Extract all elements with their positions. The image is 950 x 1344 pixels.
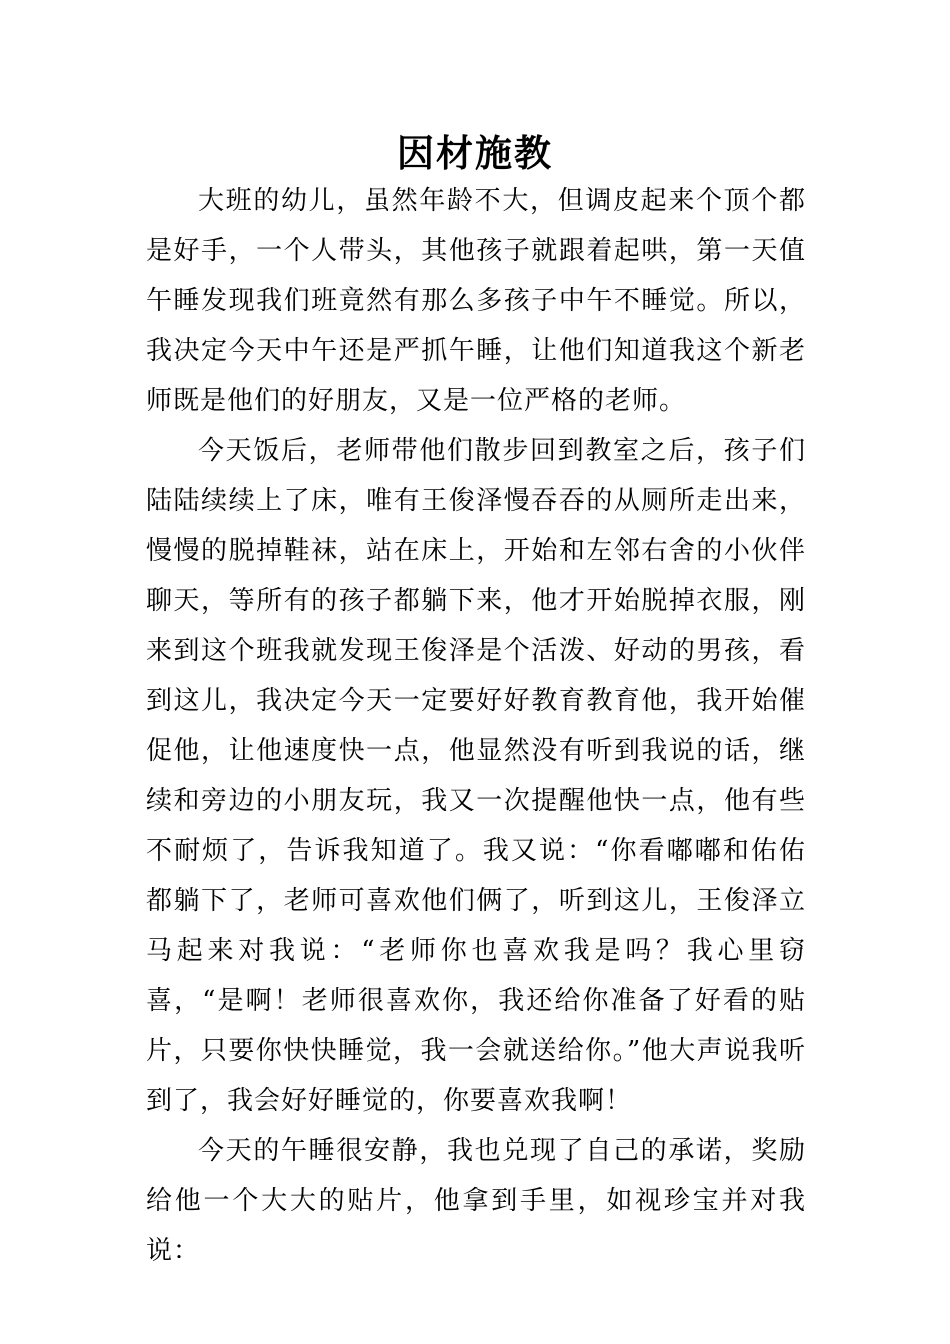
document-body — [146, 176, 806, 1276]
paragraph-1: 大班的幼儿，虽然年龄不大，但调皮起来个顶个都是好手，一个人带头，其他孩子就跟着起哄，第一天值午睡发现我们班竟然有那么多孩子中午不睡觉。所以，我决定今天中午还是严抓午睡，让他们知道我这个新老师既是他们的好朋友，又是一位严格的老师。 — [146, 186, 806, 416]
document-title: 因材施教 — [397, 131, 553, 175]
paragraph-2: 今天饭后，老师带他们散步回到教室之后，孩子们陆陆续续上了床，唯有王俊泽慢吞吞的从厕所走出来，慢慢的脱掉鞋袜，站在床上，开始和左邻右舍的小伙伴聊天，等所有的孩子都躺下来，他才开始脱掉衣服，刚来到这个班我就发现王俊泽是个活泼、好动的男孩，看到这儿，我决定今天一定要好好教育教育他，我开始催促他，让他速度快一点，他显然没有听到我说的话，继续和旁边的小朋友玩，我又一次提醒他快一点，他有些不耐烦了，告诉我知道了。我又说：“你看嘟嘟和佑佑都躺下了，老师可喜欢他们俩了，听到这儿，王俊泽立马起来对我说：“老师你也喜欢我是吗？我心里窃喜，“是啊！老师很喜欢你，我还给你准备了好看的贴片，只要你快快睡觉，我一会就送给你。”他大声说我听到了，我会好好睡觉的，你要喜欢我啊！ — [146, 436, 806, 1116]
paragraph-3: 今天的午睡很安静，我也兑现了自己的承诺，奖励给他一个大大的贴片，他拿到手里，如视珍宝并对我说： — [146, 1136, 806, 1266]
